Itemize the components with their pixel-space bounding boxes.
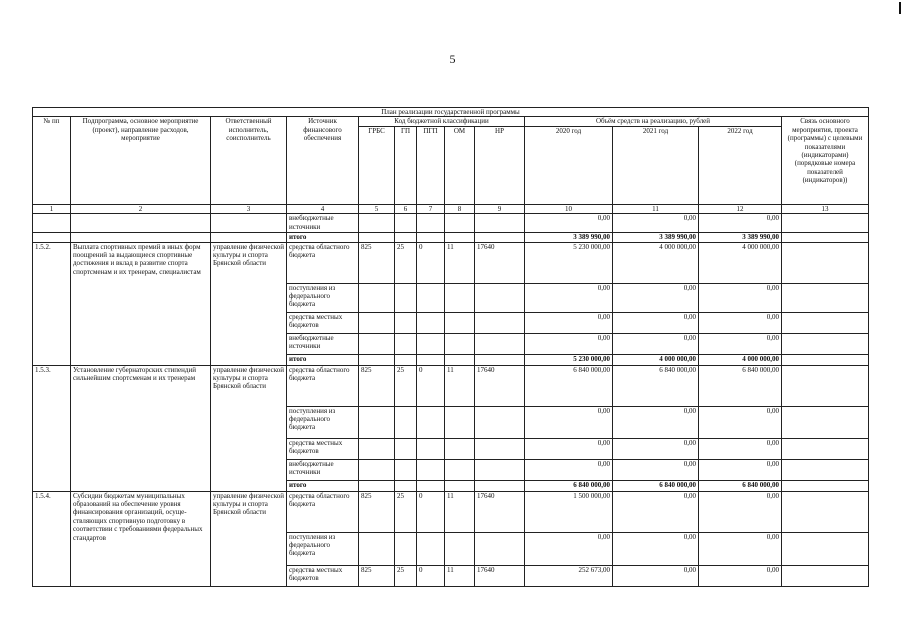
pgp: 0 <box>417 491 445 532</box>
indicator-link-cell <box>782 365 869 406</box>
om: 11 <box>445 365 475 406</box>
gp: 25 <box>395 565 417 586</box>
item-responsible: управление физической культуры и спорта Брянской области <box>211 491 287 586</box>
gp <box>395 438 417 459</box>
value-2021: 3 389 990,00 <box>613 233 699 242</box>
value-2020: 5 230 000,00 <box>525 354 613 365</box>
value-2020: 0,00 <box>525 312 613 333</box>
value-2021: 0,00 <box>613 532 699 565</box>
gp: 25 <box>395 242 417 283</box>
pgp <box>417 354 445 365</box>
value-2020: 6 840 000,00 <box>525 365 613 406</box>
value-2021: 0,00 <box>613 333 699 354</box>
grbs <box>359 354 395 365</box>
value-2020: 5 230 000,00 <box>525 242 613 283</box>
header-2020: 2020 год <box>525 126 613 204</box>
value-2022: 0,00 <box>699 333 782 354</box>
source-cell: средства областного бюджета <box>287 242 359 283</box>
value-2022: 0,00 <box>699 532 782 565</box>
gp <box>395 283 417 312</box>
pgp: 0 <box>417 242 445 283</box>
np <box>475 406 525 438</box>
np: 17640 <box>475 242 525 283</box>
value-2022: 0,00 <box>699 406 782 438</box>
value-2022: 0,00 <box>699 459 782 480</box>
carryover-extra-budget-row <box>33 214 869 233</box>
source-cell: итого <box>287 233 359 242</box>
column-number: 13 <box>782 204 869 213</box>
value-2021: 0,00 <box>613 438 699 459</box>
value-2020: 0,00 <box>525 438 613 459</box>
value-2021: 0,00 <box>613 312 699 333</box>
grbs <box>359 438 395 459</box>
source-cell: поступления из федерального бюджета <box>287 532 359 565</box>
pgp <box>417 333 445 354</box>
gp <box>395 354 417 365</box>
grbs <box>359 283 395 312</box>
source-cell: средства местных бюджетов <box>287 438 359 459</box>
gp <box>395 480 417 491</box>
column-number: 11 <box>613 204 699 213</box>
om <box>445 480 475 491</box>
om <box>445 354 475 365</box>
om <box>445 459 475 480</box>
gp <box>395 532 417 565</box>
value-2021: 6 840 000,00 <box>613 480 699 491</box>
table-title: План реализации государственной программы <box>33 108 869 117</box>
item-name: Установление губернаторских стипендий сильнейшим спортсменам и их тренерам <box>71 365 211 491</box>
value-2022: 0,00 <box>699 283 782 312</box>
value-2020: 0,00 <box>525 459 613 480</box>
value-2020: 3 389 990,00 <box>525 233 613 242</box>
np <box>475 283 525 312</box>
pgp <box>417 406 445 438</box>
item-row <box>33 365 869 406</box>
indicator-link-cell <box>782 312 869 333</box>
source-cell: поступления из федерального бюджета <box>287 283 359 312</box>
np: 17640 <box>475 565 525 586</box>
gp <box>395 406 417 438</box>
pgp: 0 <box>417 365 445 406</box>
value-2021: 0,00 <box>613 491 699 532</box>
scan-edge-mark <box>899 2 901 14</box>
value-2022: 0,00 <box>699 312 782 333</box>
value-2021: 0,00 <box>613 214 699 233</box>
value-2022: 6 840 000,00 <box>699 480 782 491</box>
page-number: 5 <box>449 52 456 66</box>
pgp <box>417 283 445 312</box>
value-2020: 252 673,00 <box>525 565 613 586</box>
grbs: 825 <box>359 365 395 406</box>
indicator-link-cell <box>782 480 869 491</box>
np <box>475 480 525 491</box>
gp <box>395 459 417 480</box>
item-name: Выплата спортивных премий в иных форм поощрений за выдающиеся спортивные достижения и вклад в развитие спорта спортсменам и их тренерам, специалистам <box>71 242 211 365</box>
om <box>445 283 475 312</box>
header-2022: 2022 год <box>699 126 782 204</box>
indicator-link-cell <box>782 242 869 283</box>
header-responsible: Ответственный исполнитель, соисполнитель <box>211 117 287 204</box>
value-2022: 4 000 000,00 <box>699 242 782 283</box>
pgp: 0 <box>417 565 445 586</box>
om: 11 <box>445 242 475 283</box>
grbs <box>359 480 395 491</box>
value-2021: 0,00 <box>613 459 699 480</box>
source-cell: средства областного бюджета <box>287 365 359 406</box>
value-2022: 6 840 000,00 <box>699 365 782 406</box>
carryover-total-row <box>33 233 869 242</box>
indicator-link-cell <box>782 354 869 365</box>
indicator-link-cell <box>782 491 869 532</box>
item-number: 1.5.2. <box>33 242 71 365</box>
grbs <box>359 312 395 333</box>
source-cell: внебюджетные источники <box>287 333 359 354</box>
value-2022: 0,00 <box>699 491 782 532</box>
value-2020: 0,00 <box>525 283 613 312</box>
header-budget-code: Код бюджетной классификации <box>359 117 525 126</box>
np <box>475 459 525 480</box>
pgp <box>417 459 445 480</box>
source-cell: средства местных бюджетов <box>287 565 359 586</box>
column-number: 6 <box>395 204 417 213</box>
om <box>445 312 475 333</box>
value-2020: 0,00 <box>525 406 613 438</box>
header-om: ОМ <box>445 126 475 204</box>
pgp <box>417 480 445 491</box>
column-number: 12 <box>699 204 782 213</box>
program-plan-table <box>32 107 869 587</box>
indicator-link-cell <box>782 532 869 565</box>
column-number: 9 <box>475 204 525 213</box>
item-name: Субсидии бюджетам муниципальных образований на обеспечение уровня финансирования организаций, осуще-ствляющих спортивную подготовку в соответствии с требованиями федеральных стандартов <box>71 491 211 586</box>
om <box>445 532 475 565</box>
value-2020: 0,00 <box>525 333 613 354</box>
np: 17640 <box>475 491 525 532</box>
np <box>475 532 525 565</box>
grbs <box>359 532 395 565</box>
value-2022: 4 000 000,00 <box>699 354 782 365</box>
np <box>475 438 525 459</box>
value-2021: 6 840 000,00 <box>613 365 699 406</box>
column-number: 4 <box>287 204 359 213</box>
indicator-link-cell <box>782 438 869 459</box>
header-num: № пп <box>33 117 71 204</box>
np: 17640 <box>475 365 525 406</box>
value-2022: 0,00 <box>699 214 782 233</box>
value-2021: 0,00 <box>613 565 699 586</box>
np <box>475 312 525 333</box>
value-2022: 3 389 990,00 <box>699 233 782 242</box>
om: 11 <box>445 565 475 586</box>
value-2020: 0,00 <box>525 214 613 233</box>
value-2020: 0,00 <box>525 532 613 565</box>
header-gp: ГП <box>395 126 417 204</box>
gp: 25 <box>395 365 417 406</box>
column-number: 2 <box>71 204 211 213</box>
grbs: 825 <box>359 242 395 283</box>
header-link: Связь основного мероприятия, проекта (программы) с целевыми показателями (индикаторами) (порядковые номера показателей (индикаторов)) <box>782 117 869 204</box>
grbs: 825 <box>359 565 395 586</box>
column-number: 8 <box>445 204 475 213</box>
gp: 25 <box>395 491 417 532</box>
indicator-link-cell <box>782 406 869 438</box>
item-responsible: управление физической культуры и спорта Брянской области <box>211 365 287 491</box>
header-program: Подпрограмма, основное мероприятие (проект), направление расходов, мероприятие <box>71 117 211 204</box>
value-2021: 4 000 000,00 <box>613 242 699 283</box>
value-2021: 0,00 <box>613 406 699 438</box>
grbs: 825 <box>359 491 395 532</box>
item-row <box>33 491 869 532</box>
pgp <box>417 438 445 459</box>
column-number: 10 <box>525 204 613 213</box>
om: 11 <box>445 491 475 532</box>
value-2021: 0,00 <box>613 283 699 312</box>
column-number: 5 <box>359 204 395 213</box>
indicator-link-cell <box>782 283 869 312</box>
item-number: 1.5.4. <box>33 491 71 586</box>
grbs <box>359 459 395 480</box>
source-cell: средства областного бюджета <box>287 491 359 532</box>
source-cell: внебюджетные источники <box>287 214 359 233</box>
column-number: 3 <box>211 204 287 213</box>
value-2021: 4 000 000,00 <box>613 354 699 365</box>
header-np: НР <box>475 126 525 204</box>
gp <box>395 312 417 333</box>
item-number: 1.5.3. <box>33 365 71 491</box>
value-2020: 6 840 000,00 <box>525 480 613 491</box>
pgp <box>417 312 445 333</box>
source-cell: итого <box>287 354 359 365</box>
gp <box>395 333 417 354</box>
indicator-link-cell <box>782 459 869 480</box>
grbs <box>359 333 395 354</box>
column-number: 7 <box>417 204 445 213</box>
pgp <box>417 532 445 565</box>
value-2020: 1 500 000,00 <box>525 491 613 532</box>
header-grbs: ГРБС <box>359 126 395 204</box>
header-2021: 2021 год <box>613 126 699 204</box>
source-cell: итого <box>287 480 359 491</box>
om <box>445 438 475 459</box>
indicator-link-cell <box>782 333 869 354</box>
header-source: Источник финансового обеспечения <box>287 117 359 204</box>
item-responsible: управление физической культуры и спорта Брянской области <box>211 242 287 365</box>
om <box>445 333 475 354</box>
np <box>475 333 525 354</box>
grbs <box>359 406 395 438</box>
source-cell: поступления из федерального бюджета <box>287 406 359 438</box>
column-number: 1 <box>33 204 71 213</box>
value-2022: 0,00 <box>699 565 782 586</box>
header-pgp: ПГП <box>417 126 445 204</box>
indicator-link-cell <box>782 565 869 586</box>
om <box>445 406 475 438</box>
header-funding: Объём средств на реализацию, рублей <box>525 117 782 126</box>
value-2022: 0,00 <box>699 438 782 459</box>
source-cell: внебюджетные источники <box>287 459 359 480</box>
source-cell: средства местных бюджетов <box>287 312 359 333</box>
np <box>475 354 525 365</box>
column-number-row <box>33 204 869 213</box>
item-row <box>33 242 869 283</box>
